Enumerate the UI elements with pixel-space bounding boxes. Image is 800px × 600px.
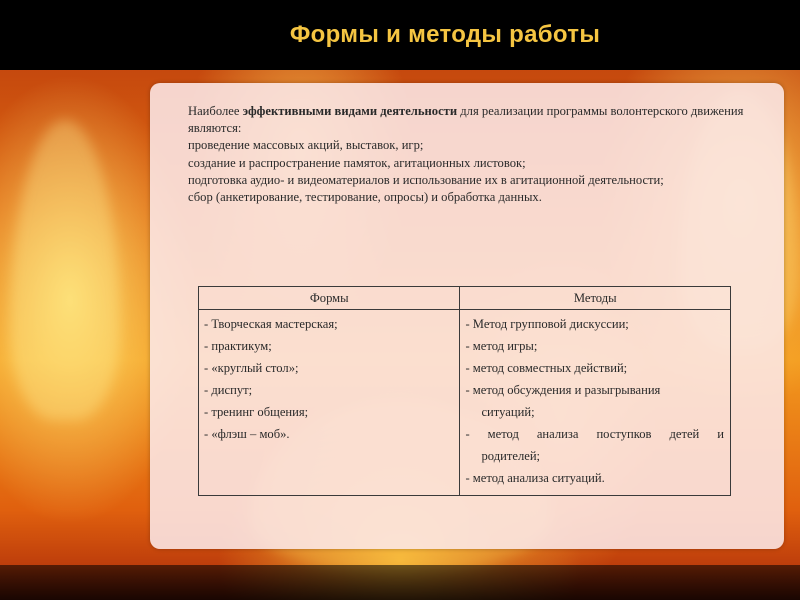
list-item: - Метод групповой дискуссии; <box>465 317 629 331</box>
list-item: - метод игры; <box>465 339 538 353</box>
table-header-row <box>199 287 731 310</box>
list-item: - «флэш – моб». <box>204 427 290 441</box>
list-item: родителей; <box>481 449 541 463</box>
slide-title: Формы и методы работы <box>289 21 601 48</box>
intro-lead: Наиболее эффективными видами деятельности для реализации программы волонтерского движения являются: <box>188 104 744 136</box>
list-item: - метод обсуждения и разыгрывания <box>465 383 661 397</box>
methods-cell <box>460 310 731 496</box>
list-item: - Творческая мастерская; <box>204 317 338 331</box>
list-item: ситуаций; <box>481 405 535 419</box>
header-forms: Формы <box>199 287 460 310</box>
list-item: - диспут; <box>204 383 253 397</box>
intro-item: сбор (анкетирование, тестирование, опросы) и обработка данных. <box>188 190 542 205</box>
header-bar <box>0 0 800 70</box>
table-row <box>199 310 731 496</box>
intro-text <box>188 103 748 206</box>
content-panel <box>150 83 784 549</box>
list-item: - тренинг общения; <box>204 405 309 419</box>
flame-decoration <box>10 120 120 420</box>
intro-item: подготовка аудио- и видеоматериалов и использование их в агитационной деятельности; <box>188 172 664 187</box>
list-item: - метод совместных действий; <box>465 361 628 375</box>
footer-bar <box>0 565 800 600</box>
list-item: - метод анализа поступков детей и <box>465 427 724 441</box>
intro-item: создание и распространение памяток, агитационных листовок; <box>188 155 526 170</box>
forms-methods-table <box>198 286 731 496</box>
list-item: - практикум; <box>204 339 272 353</box>
list-item: - метод анализа ситуаций. <box>465 471 605 485</box>
intro-item: проведение массовых акций, выставок, игр; <box>188 138 424 153</box>
intro-bold-phrase: эффективными видами деятельности <box>242 104 458 118</box>
list-item: - «круглый стол»; <box>204 361 299 375</box>
header-methods: Методы <box>460 287 731 310</box>
forms-cell <box>199 310 460 496</box>
